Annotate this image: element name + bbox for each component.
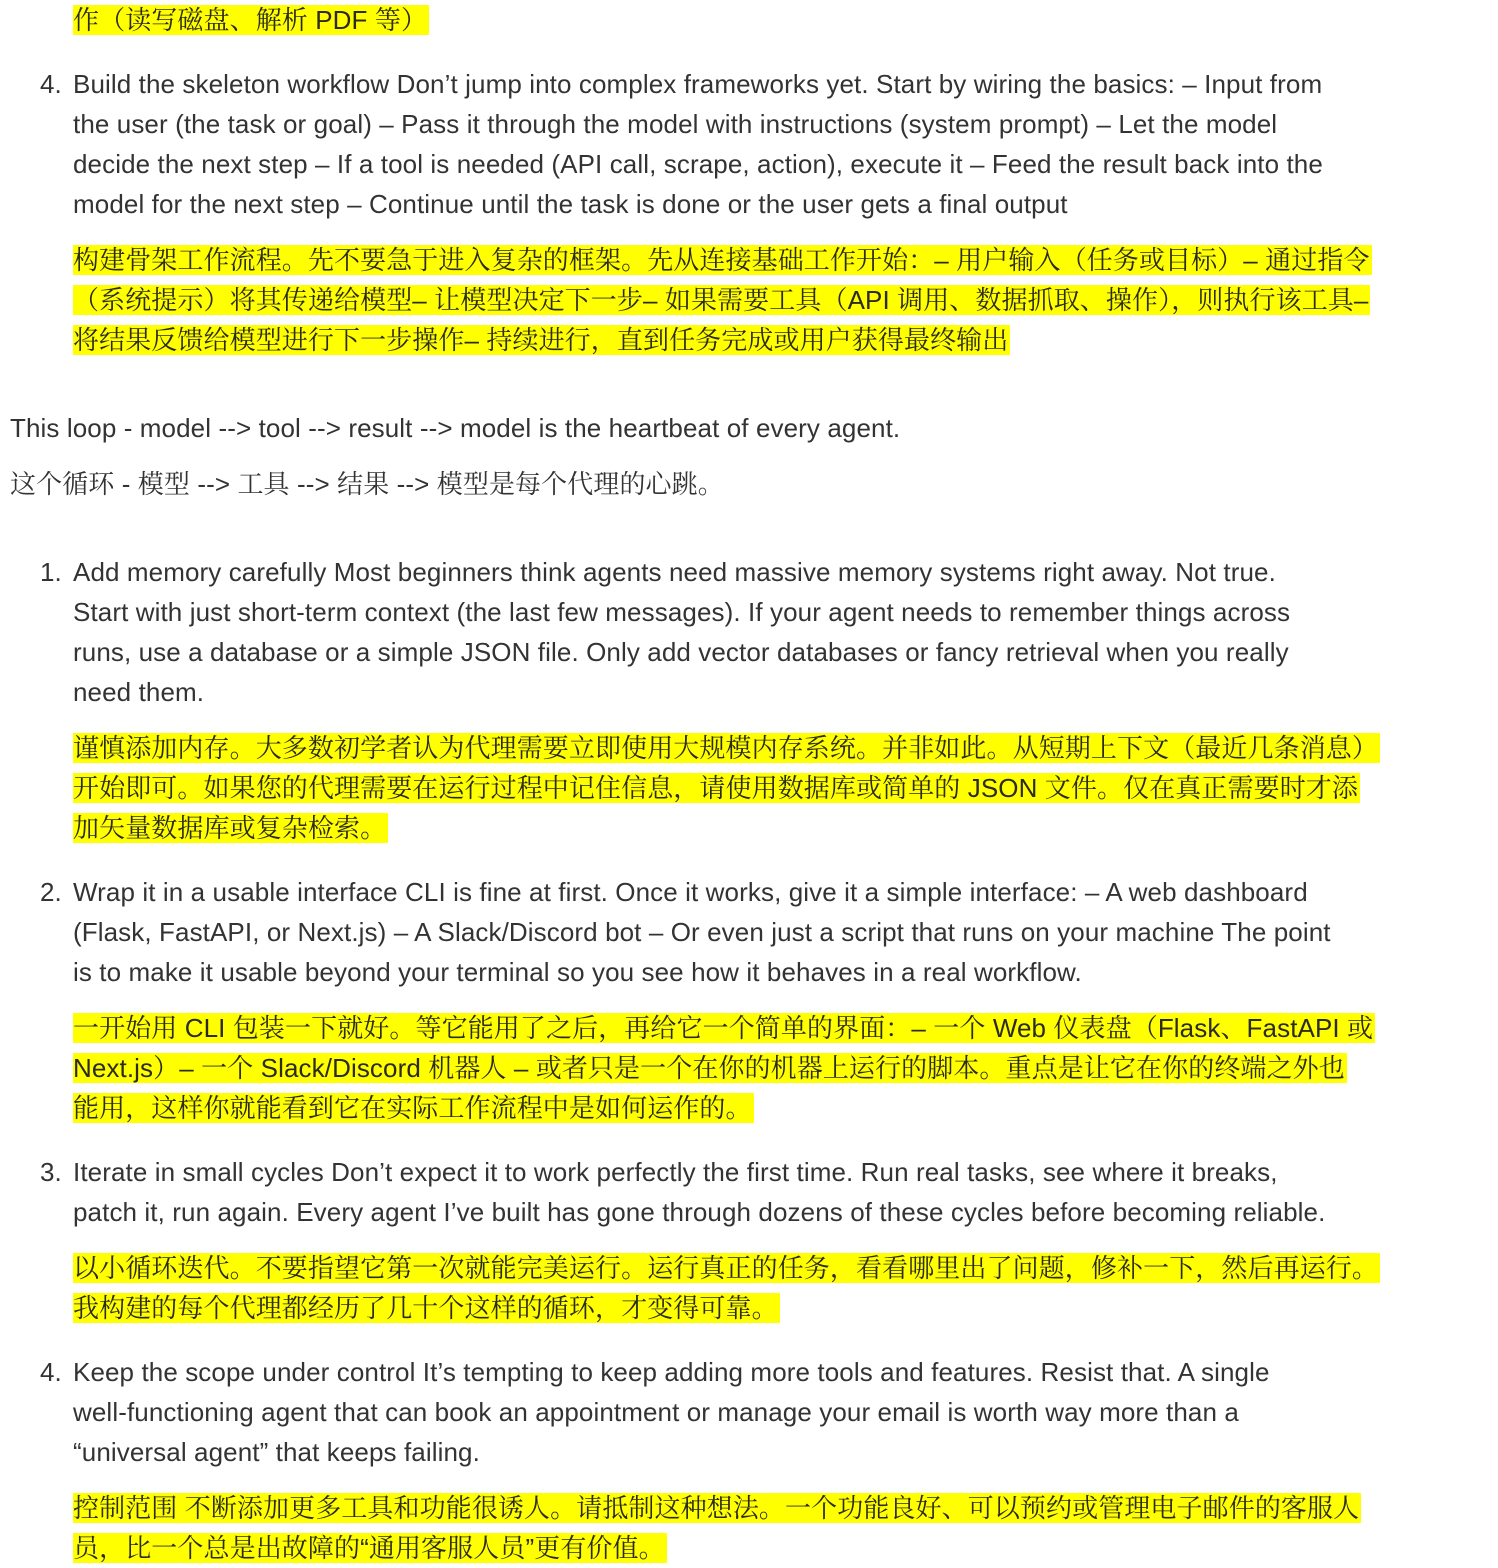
en-text-line: well-functioning agent that can book an appointment or manage your email is worth way more than a: [73, 1397, 1239, 1427]
zh-translation-line: 能用，这样你就能看到它在实际工作流程中是如何运作的。: [73, 1093, 752, 1123]
zh-translation-line: 一开始用 CLI 包装一下就好。等它能用了之后，再给它一个简单的界面：– 一个 Web 仪表盘（Flask、FastAPI 或: [73, 1013, 1374, 1043]
zh-translation-line: 我构建的每个代理都经历了几十个这样的循环，才变得可靠。: [73, 1293, 778, 1323]
en-text-line: model for the next step – Continue until the task is done or the user gets a final output: [73, 189, 1068, 219]
paragraph-en: This loop - model --> tool --> result --> model is the heartbeat of every agent.: [10, 413, 901, 443]
en-text-line: is to make it usable beyond your terminal so you see how it behaves in a real workflow.: [73, 957, 1082, 987]
zh-translation-line: 构建骨架工作流程。先不要急于进入复杂的框架。先从连接基础工作开始：– 用户输入（任务或目标）– 通过指令: [73, 245, 1370, 275]
zh-translation-line: （系统提示）将其传递给模型– 让模型决定下一步– 如果需要工具（API 调用、数据抓取、操作），则执行该工具–: [73, 285, 1369, 315]
en-text-line: Keep the scope under control It’s tempting to keep adding more tools and features. Resist that. A single: [73, 1357, 1270, 1387]
list-number: 4.: [40, 1357, 62, 1387]
en-text-line: Build the skeleton workflow Don’t jump into complex frameworks yet. Start by wiring the basics: – Input from: [73, 69, 1323, 99]
list-number: 2.: [40, 877, 62, 907]
en-text-line: “universal agent” that keeps failing.: [73, 1437, 480, 1467]
zh-translation-line: 开始即可。如果您的代理需要在运行过程中记住信息，请使用数据库或简单的 JSON 文件。仅在真正需要时才添: [73, 773, 1358, 803]
list-number: 3.: [40, 1157, 62, 1187]
en-text-line: (Flask, FastAPI, or Next.js) – A Slack/Discord bot – Or even just a script that runs on your machine The point: [73, 917, 1331, 947]
zh-translation-line: 谨慎添加内存。大多数初学者认为代理需要立即使用大规模内存系统。并非如此。从短期上下文（最近几条消息）: [73, 733, 1379, 763]
list-number: 4.: [40, 69, 62, 99]
paragraph-zh: 这个循环 - 模型 --> 工具 --> 结果 --> 模型是每个代理的心跳。: [10, 469, 724, 499]
zh-translation-line: 控制范围 不断添加更多工具和功能很诱人。请抵制这种想法。一个功能良好、可以预约或管理电子邮件的客服人: [73, 1493, 1360, 1523]
en-text-line: Iterate in small cycles Don’t expect it to work perfectly the first time. Run real tasks, see where it breaks,: [73, 1157, 1278, 1187]
zh-translation-line: Next.js）– 一个 Slack/Discord 机器人 – 或者只是一个在你的机器上运行的脚本。重点是让它在你的终端之外也: [73, 1053, 1345, 1083]
en-text-line: patch it, run again. Every agent I’ve built has gone through dozens of these cycles before becoming reliable.: [73, 1197, 1326, 1227]
en-text-line: decide the next step – If a tool is needed (API call, scrape, action), execute it – Feed the result back into the: [73, 149, 1323, 179]
zh-translation-line: 加矢量数据库或复杂检索。: [73, 813, 387, 843]
zh-translation-line: 作（读写磁盘、解析 PDF 等）: [73, 5, 428, 35]
en-text-line: Start with just short-term context (the last few messages). If your agent needs to remember things across: [73, 597, 1291, 627]
zh-translation-line: 将结果反馈给模型进行下一步操作– 持续进行，直到任务完成或用户获得最终输出: [73, 325, 1009, 355]
en-text-line: Wrap it in a usable interface CLI is fine at first. Once it works, give it a simple interface: – A web dashboard: [73, 877, 1308, 907]
list-number: 1.: [40, 557, 62, 587]
en-text-line: need them.: [73, 677, 205, 707]
zh-translation-line: 员，比一个总是出故障的“通用客服人员”更有价值。: [73, 1533, 665, 1563]
zh-translation-line: 以小循环迭代。不要指望它第一次就能完美运行。运行真正的任务，看看哪里出了问题，修补一下，然后再运行。: [73, 1253, 1379, 1283]
en-text-line: Add memory carefully Most beginners think agents need massive memory systems right away. Not true.: [73, 557, 1276, 587]
en-text-line: the user (the task or goal) – Pass it through the model with instructions (system prompt) – Let the model: [73, 109, 1278, 139]
en-text-line: runs, use a database or a simple JSON file. Only add vector databases or fancy retrieval when you really: [73, 637, 1289, 667]
